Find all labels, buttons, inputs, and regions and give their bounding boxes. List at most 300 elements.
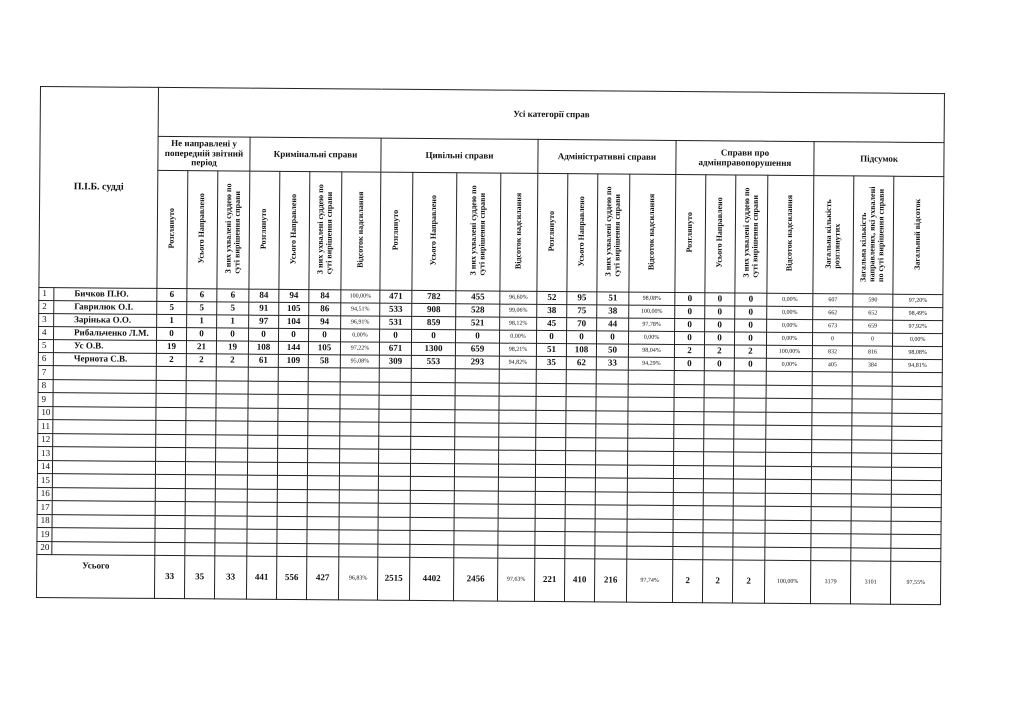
sub-header-label: Розглянуто (546, 211, 557, 252)
empty-cell (410, 530, 454, 544)
empty-cell (812, 385, 852, 399)
value-cell: 94 (309, 316, 341, 329)
empty-cell (307, 530, 339, 544)
sub-header-cell (412, 172, 457, 290)
empty-cell (499, 437, 536, 451)
value-cell: 673 (813, 320, 853, 333)
group-label: Не направлені у попередній звітний період (164, 138, 244, 168)
total-percent-cell: 96,83% (338, 557, 377, 600)
empty-cell (52, 487, 155, 501)
empty-cell (340, 422, 379, 436)
sub-header-label: Усього Направлено (288, 194, 299, 265)
empty-cell (454, 544, 498, 558)
empty-cell (673, 546, 703, 560)
empty-cell (410, 544, 454, 558)
percent-cell: 97,78% (629, 318, 675, 331)
value-cell: 309 (379, 355, 411, 368)
empty-cell (596, 451, 628, 465)
empty-cell (156, 420, 186, 434)
value-cell: 293 (455, 356, 499, 369)
row-number: 4 (39, 326, 54, 339)
value-cell: 19 (156, 340, 186, 353)
empty-cell (891, 548, 941, 562)
empty-cell (340, 435, 379, 449)
empty-cell (535, 545, 565, 559)
empty-cell (186, 421, 216, 435)
empty-cell (674, 438, 704, 452)
value-cell: 0 (537, 330, 567, 343)
empty-cell (565, 545, 595, 559)
empty-cell (766, 425, 812, 439)
value-cell: 553 (411, 355, 455, 368)
value-cell: 95 (567, 292, 597, 305)
empty-cell (595, 505, 627, 519)
empty-cell (765, 506, 811, 520)
empty-cell (733, 479, 765, 493)
empty-cell (627, 546, 673, 560)
empty-cell (765, 533, 811, 547)
group-header-summary (814, 142, 945, 177)
all-categories-label: Усі категорії справ (513, 108, 590, 120)
empty-cell (247, 462, 277, 476)
empty-cell (851, 480, 891, 494)
percent-cell: 0,00% (629, 331, 675, 344)
empty-cell (628, 451, 674, 465)
judge-name: Бичков П.Ю. (54, 288, 157, 302)
empty-cell (410, 463, 454, 477)
value-cell: 0 (734, 358, 766, 371)
percent-cell: 97,92% (893, 320, 943, 333)
sub-header-label: З них ухвалені суддею по суті вирішення справи (315, 184, 334, 275)
judge-name: Гаврилюк О.І. (54, 301, 157, 315)
empty-cell (703, 479, 733, 493)
empty-cell (596, 370, 628, 384)
empty-cell (52, 514, 155, 528)
empty-cell (627, 505, 673, 519)
value-cell: 38 (537, 304, 567, 317)
sub-header-cell (380, 172, 413, 290)
empty-cell (339, 476, 378, 490)
sub-header-cell (705, 175, 736, 293)
sub-header-label: Розглянуто (390, 209, 401, 251)
value-cell: 0 (249, 328, 279, 341)
empty-cell (339, 503, 378, 517)
empty-cell (248, 408, 278, 422)
empty-cell (812, 453, 852, 467)
sub-header-label: Відсоток надсилання (784, 194, 795, 272)
empty-cell (733, 519, 765, 533)
empty-cell (52, 528, 155, 542)
empty-cell (565, 464, 595, 478)
value-cell: 590 (853, 294, 893, 307)
empty-cell (411, 449, 455, 463)
value-cell: 52 (537, 291, 567, 304)
empty-cell (308, 381, 340, 395)
empty-cell (852, 399, 892, 413)
judge-name: Ус О.В. (53, 340, 156, 354)
empty-cell (535, 531, 565, 545)
empty-cell (734, 371, 766, 385)
value-cell: 144 (278, 341, 308, 354)
empty-cell (628, 370, 674, 384)
empty-cell (765, 493, 811, 507)
row-number: 8 (38, 379, 53, 393)
percent-cell: 100,00% (629, 305, 675, 318)
value-cell: 75 (567, 305, 597, 318)
value-cell: 671 (379, 342, 411, 355)
empty-cell (891, 507, 941, 521)
empty-cell (852, 385, 892, 399)
empty-cell (379, 449, 411, 463)
empty-cell (498, 545, 535, 559)
sub-header-cell (735, 175, 768, 293)
percent-cell: 94,51% (341, 303, 380, 316)
value-cell: 2 (734, 345, 766, 358)
empty-cell (155, 488, 185, 502)
sub-header-label: Загальна кількість направлених, які ухвалені по суті вирішення справи (858, 186, 887, 282)
value-cell: 108 (248, 341, 278, 354)
empty-cell (627, 492, 673, 506)
total-value-cell: 2456 (453, 558, 497, 601)
empty-cell (454, 463, 498, 477)
empty-cell (851, 534, 891, 548)
row-number: 15 (37, 473, 52, 487)
name-column-label: П.І.Б. судді (73, 181, 124, 193)
empty-cell (308, 422, 340, 436)
empty-cell (185, 475, 215, 489)
sub-header-label: З них ухвалені суддею по суті вирішення справи (223, 183, 242, 274)
value-cell: 108 (566, 344, 596, 357)
empty-cell (155, 542, 185, 556)
empty-cell (185, 529, 215, 543)
empty-cell (340, 381, 379, 395)
sub-header-cell (567, 174, 598, 292)
empty-cell (812, 426, 852, 440)
value-cell: 384 (852, 359, 892, 372)
empty-cell (628, 384, 674, 398)
total-value-cell: 35 (184, 556, 214, 599)
sub-header-label: З них ухвалені суддею по суті вирішення справи (741, 187, 760, 278)
empty-cell (498, 531, 535, 545)
empty-cell (498, 491, 535, 505)
empty-cell (673, 519, 703, 533)
value-cell: 0 (735, 306, 767, 319)
empty-cell (892, 426, 942, 440)
empty-cell (278, 381, 308, 395)
value-cell: 0 (380, 329, 412, 342)
empty-cell (851, 507, 891, 521)
total-value-cell: 2 (702, 560, 732, 603)
value-cell: 908 (412, 303, 456, 316)
value-cell: 70 (567, 318, 597, 331)
empty-cell (535, 518, 565, 532)
empty-cell (674, 424, 704, 438)
empty-cell (278, 421, 308, 435)
sub-header-label: Розглянуто (258, 208, 269, 250)
value-cell: 0 (217, 328, 249, 341)
percent-cell: 97,20% (893, 294, 943, 307)
empty-cell (379, 395, 411, 409)
empty-cell (156, 447, 186, 461)
row-number: 16 (37, 487, 52, 501)
empty-cell (565, 478, 595, 492)
empty-cell (215, 475, 247, 489)
empty-cell (156, 434, 186, 448)
empty-cell (704, 452, 734, 466)
value-cell: 5 (187, 302, 217, 315)
empty-cell (379, 382, 411, 396)
value-cell: 1 (157, 314, 187, 327)
empty-cell (733, 533, 765, 547)
name-column-header (39, 87, 159, 289)
empty-cell (340, 408, 379, 422)
empty-cell (455, 436, 499, 450)
empty-cell (216, 448, 248, 462)
row-number: 1 (39, 287, 54, 300)
total-value-cell: 2 (672, 559, 702, 602)
total-value-cell: 2515 (377, 557, 409, 600)
value-cell: 51 (597, 292, 629, 305)
percent-cell: 94,82% (499, 356, 536, 369)
empty-cell (155, 461, 185, 475)
empty-cell (536, 410, 566, 424)
total-value-cell: 4402 (409, 557, 453, 600)
empty-cell (454, 517, 498, 531)
empty-cell (627, 519, 673, 533)
empty-cell (673, 478, 703, 492)
empty-cell (307, 503, 339, 517)
empty-cell (734, 384, 766, 398)
percent-cell: 0,00% (767, 306, 813, 319)
empty-cell (340, 368, 379, 382)
value-cell: 0 (674, 357, 704, 370)
empty-cell (277, 462, 307, 476)
empty-cell (811, 466, 851, 480)
empty-cell (674, 411, 704, 425)
value-cell: 662 (813, 307, 853, 320)
value-cell: 0 (309, 329, 341, 342)
empty-cell (340, 449, 379, 463)
empty-cell (536, 396, 566, 410)
empty-cell (410, 517, 454, 531)
empty-cell (339, 530, 378, 544)
sub-header-label: З них ухвалені суддею по суті вирішення справи (603, 186, 622, 277)
sub-header-cell (675, 174, 706, 292)
empty-cell (892, 372, 942, 386)
sub-header-cell (341, 172, 381, 290)
empty-cell (812, 439, 852, 453)
empty-cell (378, 517, 410, 531)
empty-cell (891, 494, 941, 508)
value-cell: 1 (217, 315, 249, 328)
total-row (36, 554, 941, 604)
value-cell: 58 (308, 355, 340, 368)
empty-cell (455, 450, 499, 464)
empty-cell (216, 421, 248, 435)
value-cell: 21 (186, 341, 216, 354)
empty-cell (852, 439, 892, 453)
empty-cell (156, 393, 186, 407)
row-number: 7 (38, 365, 53, 379)
value-cell: 38 (597, 305, 629, 318)
group-label: Підсумок (860, 153, 899, 164)
value-cell: 6 (187, 289, 217, 302)
value-cell: 62 (566, 357, 596, 370)
row-number: 12 (38, 433, 53, 447)
empty-cell (766, 398, 812, 412)
value-cell: 0 (187, 328, 217, 341)
value-cell: 6 (217, 289, 249, 302)
sub-header-cell (249, 171, 280, 289)
value-cell: 0 (675, 305, 705, 318)
value-cell: 531 (380, 316, 412, 329)
report-sheet (36, 86, 928, 605)
empty-cell (765, 520, 811, 534)
empty-cell (892, 386, 942, 400)
empty-cell (891, 534, 941, 548)
sub-header-cell (767, 175, 814, 293)
empty-cell (892, 440, 942, 454)
empty-cell (185, 502, 215, 516)
empty-cell (215, 488, 247, 502)
value-cell: 2 (704, 345, 734, 358)
value-cell: 0 (705, 319, 735, 332)
empty-cell (156, 380, 186, 394)
empty-cell (733, 546, 765, 560)
empty-cell (185, 461, 215, 475)
empty-cell (596, 410, 628, 424)
empty-cell (766, 439, 812, 453)
value-cell: 105 (308, 342, 340, 355)
empty-cell (455, 382, 499, 396)
empty-cell (628, 438, 674, 452)
empty-cell (852, 453, 892, 467)
percent-cell: 98,49% (893, 307, 943, 320)
empty-cell (379, 422, 411, 436)
empty-cell (308, 435, 340, 449)
empty-cell (704, 371, 734, 385)
empty-cell (308, 368, 340, 382)
empty-cell (892, 413, 942, 427)
value-cell: 0 (704, 358, 734, 371)
value-cell: 0 (735, 319, 767, 332)
sub-header-row (39, 170, 944, 295)
value-cell: 50 (596, 344, 628, 357)
empty-cell (215, 542, 247, 556)
value-cell: 44 (597, 318, 629, 331)
empty-cell (378, 530, 410, 544)
empty-cell (277, 529, 307, 543)
empty-cell (703, 533, 733, 547)
value-cell: 652 (853, 307, 893, 320)
empty-cell (674, 451, 704, 465)
empty-cell (498, 477, 535, 491)
total-value-cell: 3179 (810, 561, 850, 604)
empty-cell (891, 521, 941, 535)
sub-header-label: Відсоток надсилання (646, 193, 657, 271)
empty-cell (891, 480, 941, 494)
value-cell: 405 (812, 359, 852, 372)
value-cell: 2 (156, 353, 186, 366)
group-header-admin-offenses (676, 140, 814, 175)
empty-cell (596, 397, 628, 411)
sub-header-cell (813, 176, 854, 294)
empty-cell (278, 394, 308, 408)
sub-header-label: Відсоток надсилання (355, 191, 365, 269)
judge-name: Чернота С.В. (53, 353, 156, 367)
value-cell: 0 (597, 331, 629, 344)
empty-cell (766, 371, 812, 385)
empty-cell (851, 493, 891, 507)
percent-cell: 96,60% (500, 291, 537, 304)
value-cell: 0 (675, 292, 705, 305)
value-cell: 0 (705, 306, 735, 319)
empty-cell (277, 516, 307, 530)
sub-header-label: Розглянуто (166, 208, 177, 249)
empty-cell (499, 369, 536, 383)
value-cell: 0 (813, 333, 853, 346)
empty-cell (186, 380, 216, 394)
value-cell: 0 (279, 328, 309, 341)
empty-cell (52, 460, 155, 474)
value-cell: 471 (380, 290, 412, 303)
empty-cell (595, 478, 627, 492)
empty-cell (498, 504, 535, 518)
percent-cell: 98,12% (500, 317, 537, 330)
percent-cell: 98,04% (628, 344, 674, 357)
value-cell: 84 (309, 290, 341, 303)
empty-cell (53, 379, 156, 393)
empty-cell (703, 519, 733, 533)
group-label: Справи про адмінправопорушення (698, 147, 792, 168)
sub-header-cell (537, 173, 568, 291)
empty-cell (215, 529, 247, 543)
empty-cell (186, 448, 216, 462)
empty-cell (852, 412, 892, 426)
empty-cell (812, 372, 852, 386)
empty-cell (307, 476, 339, 490)
empty-cell (733, 492, 765, 506)
empty-cell (340, 395, 379, 409)
sub-header-label: Загальна кількість розглянутих (823, 198, 842, 269)
group-label: Цивільні справи (425, 149, 494, 161)
sub-header-cell (853, 176, 894, 294)
value-cell: 659 (853, 320, 893, 333)
row-number: 20 (37, 541, 52, 555)
empty-cell (410, 476, 454, 490)
value-cell: 0 (735, 332, 767, 345)
value-cell: 5 (217, 302, 249, 315)
value-cell: 61 (248, 354, 278, 367)
empty-cell (565, 505, 595, 519)
value-cell: 84 (249, 289, 279, 302)
empty-cell (53, 393, 156, 407)
empty-cell (277, 489, 307, 503)
total-value-cell: 33 (214, 556, 246, 599)
empty-cell (308, 408, 340, 422)
empty-cell (248, 435, 278, 449)
percent-cell: 95,08% (340, 355, 379, 368)
empty-cell (411, 382, 455, 396)
sub-header-cell (629, 174, 676, 292)
empty-cell (595, 491, 627, 505)
empty-cell (891, 467, 941, 481)
empty-cell (733, 506, 765, 520)
empty-cell (247, 543, 277, 557)
total-value-cell: 556 (276, 556, 306, 599)
empty-cell (278, 367, 308, 381)
percent-cell: 0,00% (767, 332, 813, 345)
